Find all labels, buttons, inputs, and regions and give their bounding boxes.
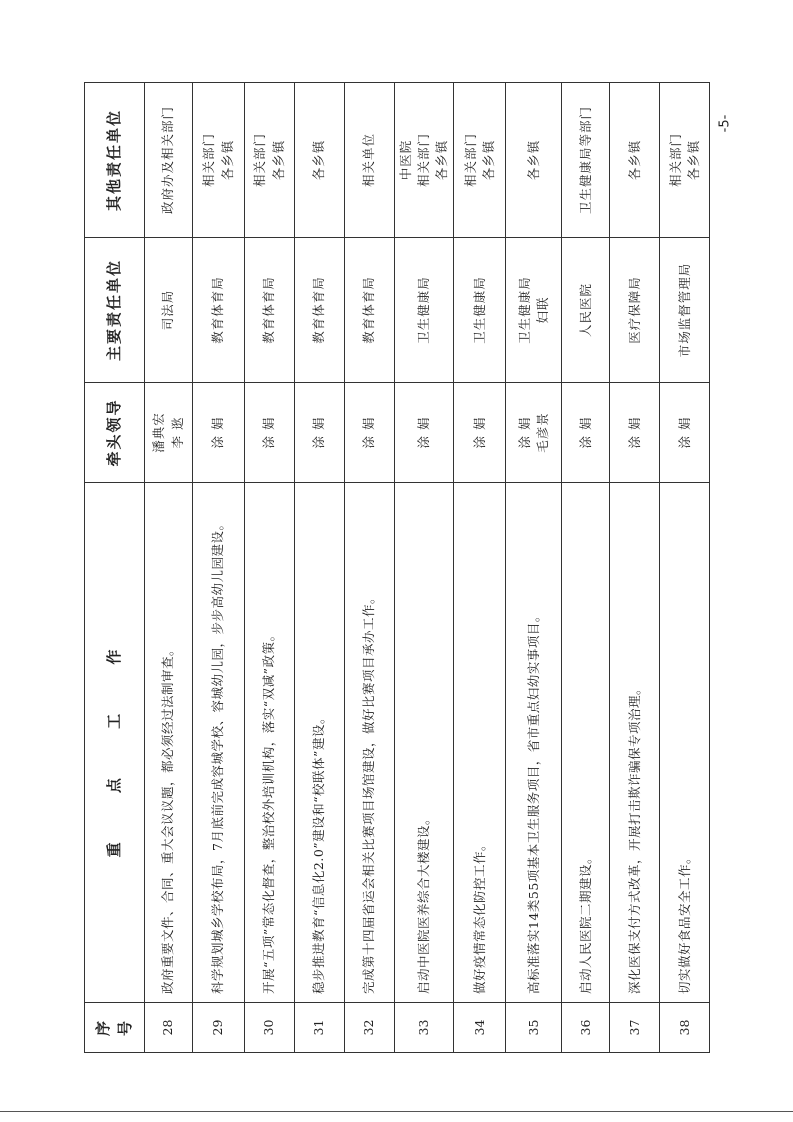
other-unit (660, 83, 710, 238)
task-description: 做好疫情常态化防控工作。 (454, 483, 506, 1003)
main-unit-line: 卫生健康局 (416, 276, 432, 344)
lead-leader (395, 383, 454, 483)
lead-leader (295, 383, 345, 483)
other-unit-line: 卫生健康局等部门 (577, 106, 593, 215)
table-row (193, 83, 245, 1053)
table-row (395, 83, 454, 1053)
task-table (84, 82, 710, 1053)
main-unit-line: 妇联 (534, 296, 550, 324)
task-description: 稳步推进教育“信息化2.0”建设和“校联体”建设。 (295, 483, 345, 1003)
table-row (245, 83, 295, 1053)
other-unit-line: 相关部门 (462, 133, 478, 188)
row-number: 37 (610, 1003, 660, 1053)
main-unit (145, 238, 193, 383)
rotated-page (84, 83, 701, 1053)
lead-leader (660, 383, 710, 483)
main-unit-line: 教育体育局 (210, 276, 226, 344)
row-number: 38 (660, 1003, 710, 1053)
other-unit-line: 各乡镇 (270, 139, 286, 181)
main-unit-line: 市场监督管理局 (676, 262, 692, 358)
lead-leader (193, 383, 245, 483)
main-unit-line: 教育体育局 (361, 276, 377, 344)
main-unit-line: 教育体育局 (311, 276, 327, 344)
lead-leader (245, 383, 295, 483)
table-row (295, 83, 345, 1053)
lead-leader (610, 383, 660, 483)
row-number: 33 (395, 1003, 454, 1053)
table-row (506, 83, 562, 1053)
row-number: 29 (193, 1003, 245, 1053)
row-number: 35 (506, 1003, 562, 1053)
header-no: 序号 (85, 1003, 145, 1053)
lead-leader-line: 涂 娟 (471, 416, 487, 449)
task-description: 科学规划城乡学校布局，7月底前完成容城学校、容城幼儿园，步步高幼儿园建设。 (193, 483, 245, 1003)
other-unit (506, 83, 562, 238)
table-row (660, 83, 710, 1053)
table-row (610, 83, 660, 1053)
lead-leader-line: 涂 娟 (516, 416, 532, 449)
main-unit-line: 卫生健康局 (471, 276, 487, 344)
other-unit-line: 各乡镇 (219, 139, 235, 181)
main-unit (245, 238, 295, 383)
lead-leader (562, 383, 610, 483)
other-unit (295, 83, 345, 238)
lead-leader-line: 涂 娟 (311, 416, 327, 449)
other-unit (345, 83, 395, 238)
other-unit (193, 83, 245, 238)
main-unit (506, 238, 562, 383)
main-unit-line: 司法局 (160, 289, 176, 331)
other-unit-line: 相关部门 (252, 133, 268, 188)
header-task: 重 点 工 作 (85, 483, 145, 1003)
other-unit (454, 83, 506, 238)
other-unit (562, 83, 610, 238)
other-unit-line: 相关单位 (361, 133, 377, 188)
main-unit (345, 238, 395, 383)
header-other-unit: 其他责任单位 (85, 83, 145, 238)
other-unit-line: 相关部门 (667, 133, 683, 188)
main-unit (610, 238, 660, 383)
header-row (85, 83, 145, 1053)
other-unit-line: 各乡镇 (525, 139, 541, 181)
row-number: 36 (562, 1003, 610, 1053)
other-unit-line: 政府办及相关部门 (160, 106, 176, 215)
task-description: 高标准落实14类55项基本卫生服务项目，省市重点妇幼实事项目。 (506, 483, 562, 1003)
other-unit-line: 各乡镇 (626, 139, 642, 181)
other-unit-line: 各乡镇 (480, 139, 496, 181)
other-unit (610, 83, 660, 238)
row-number: 34 (454, 1003, 506, 1053)
other-unit-line: 各乡镇 (685, 139, 701, 181)
task-description: 启动人民医院二期建设。 (562, 483, 610, 1003)
lead-leader-line: 涂 娟 (676, 416, 692, 449)
row-number: 28 (145, 1003, 193, 1053)
task-description: 切实做好食品安全工作。 (660, 483, 710, 1003)
lead-leader-line: 涂 娟 (416, 416, 432, 449)
header-lead: 牵头领导 (85, 383, 145, 483)
other-unit (245, 83, 295, 238)
other-unit-line: 相关部门 (416, 133, 432, 188)
main-unit (395, 238, 454, 383)
task-description: 政府重要文件、合同、重大会议议题，都必须经过法制审查。 (145, 483, 193, 1003)
row-number: 32 (345, 1003, 395, 1053)
lead-leader-line: 涂 娟 (261, 416, 277, 449)
page-number: -5- (717, 114, 733, 133)
other-unit-line: 各乡镇 (434, 139, 450, 181)
table-row (562, 83, 610, 1053)
main-unit-line: 教育体育局 (261, 276, 277, 344)
main-unit (193, 238, 245, 383)
main-unit-line: 卫生健康局 (516, 276, 532, 344)
lead-leader (454, 383, 506, 483)
lead-leader (345, 383, 395, 483)
other-unit (395, 83, 454, 238)
table-row (145, 83, 193, 1053)
lead-leader (506, 383, 562, 483)
lead-leader-line: 李 逖 (169, 416, 185, 449)
other-unit-line: 相关部门 (201, 133, 217, 188)
row-number: 31 (295, 1003, 345, 1053)
lead-leader-line: 涂 娟 (210, 416, 226, 449)
lead-leader-line: 涂 娟 (577, 416, 593, 449)
bottom-rule (0, 1111, 793, 1112)
task-description: 完成第十四届省运会相关比赛项目场馆建设，做好比赛项目承办工作。 (345, 483, 395, 1003)
table-row (345, 83, 395, 1053)
lead-leader (145, 383, 193, 483)
task-description: 深化医保支付方式改革，开展打击欺诈骗保专项治理。 (610, 483, 660, 1003)
row-number: 30 (245, 1003, 295, 1053)
other-unit-line: 中医院 (398, 139, 413, 181)
main-unit (295, 238, 345, 383)
main-unit (562, 238, 610, 383)
main-unit-line: 人民医院 (577, 283, 593, 338)
task-description: 启动中医院医养综合大楼建设。 (395, 483, 454, 1003)
table-row (454, 83, 506, 1053)
header-main-unit: 主要责任单位 (85, 238, 145, 383)
lead-leader-line: 潘典宏 (151, 412, 167, 453)
main-unit-line: 医疗保障局 (626, 276, 642, 344)
lead-leader-line: 涂 娟 (361, 416, 377, 449)
other-unit (145, 83, 193, 238)
task-description: 开展“五项”常态化督查，整治校外培训机构，落实“双减”政策。 (245, 483, 295, 1003)
main-unit (660, 238, 710, 383)
lead-leader-line: 涂 娟 (626, 416, 642, 449)
other-unit-line: 各乡镇 (311, 139, 327, 181)
lead-leader-line: 毛彦景 (534, 412, 550, 453)
main-unit (454, 238, 506, 383)
